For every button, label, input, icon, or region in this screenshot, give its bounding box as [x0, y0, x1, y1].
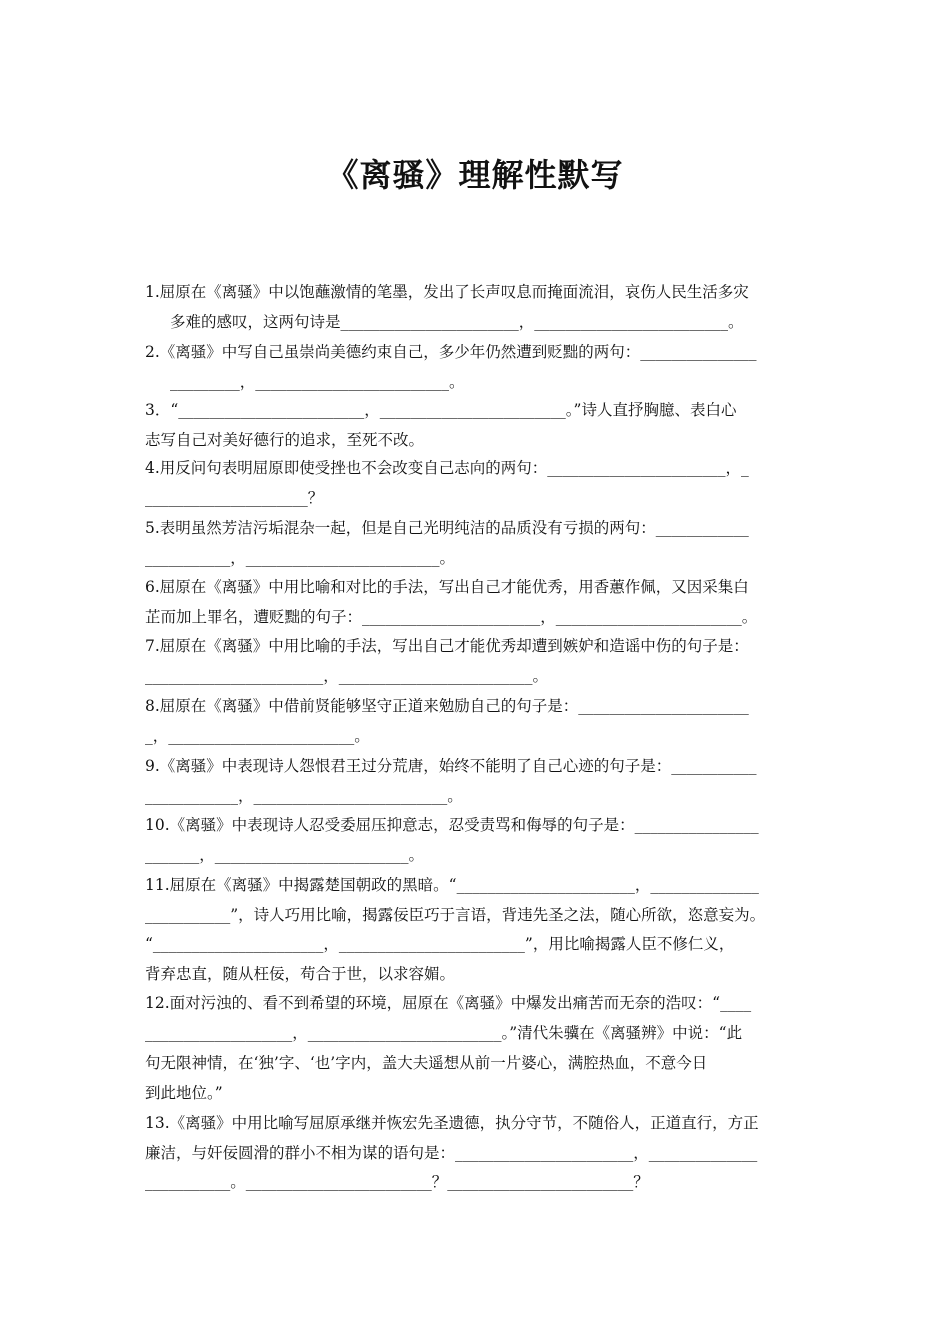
- q11-line-1: 11.屈原在《离骚》中揭露楚国朝政的黑暗。“_______________________，______________: [145, 876, 759, 894]
- page-title: 《离骚》理解性默写: [326, 156, 624, 194]
- q12-line-4: 到此地位。”: [145, 1084, 223, 1102]
- q6-line-2: 芷而加上罪名，遭贬黜的句子：_______________________，________________________。: [145, 608, 758, 626]
- q10-line-1: 10.《离骚》中表现诗人忍受委屈压抑意志，忍受责骂和侮辱的句子是：________________: [145, 816, 759, 834]
- q2-line-1: 2.《离骚》中写自己虽崇尚美德约束自己，多少年仍然遭到贬黜的两句：_______________: [145, 343, 757, 361]
- q13-line-2: 廉洁，与奸佞圆滑的群小不相为谋的语句是：_______________________，______________: [145, 1144, 758, 1162]
- q3-line-2: 志写自己对美好德行的追求，至死不改。: [145, 431, 425, 449]
- q2-line-2: _________，_________________________。: [170, 373, 465, 391]
- q9-line-2: ____________，_________________________。: [145, 787, 463, 805]
- q12-line-1: 12.面对污浊的、看不到希望的环境，屈原在《离骚》中爆发出痛苦而无奈的浩叹：“____: [145, 994, 752, 1012]
- q11-line-3: “______________________，________________________”，用比喻揭露人臣不修仁义，: [145, 935, 735, 953]
- q8-line-2: _，________________________。: [145, 727, 370, 745]
- q4-line-2: _____________________？: [145, 489, 324, 507]
- q13-line-1: 13.《离骚》中用比喻写屈原承继并恢宏先圣遗德，执分守节，不随俗人，正道直行，方正: [145, 1114, 759, 1132]
- q5-line-2: ___________，_________________________。: [145, 549, 456, 567]
- q12-line-3: 句无限神情，在‘独’字、‘也’字内，盖大夫遥想从前一片婆心，满腔热血，不意今日: [145, 1054, 708, 1072]
- q13-line-3: ___________。________________________？________________________？: [145, 1173, 649, 1191]
- q7-line-1: 7.屈原在《离骚》中用比喻的手法，写出自己才能优秀却遭到嫉妒和造谣中伤的句子是：: [145, 637, 749, 655]
- q3-line-1: 3．“________________________，________________________。”诗人直抒胸臆、表白心: [145, 401, 737, 419]
- q4-line-1: 4.用反问句表明屈原即使受挫也不会改变自己志向的两句：_______________________，_: [145, 459, 749, 477]
- q8-line-1: 8.屈原在《离骚》中借前贤能够坚守正道来勉励自己的句子是：______________________: [145, 697, 749, 715]
- q1-line-1: 1.屈原在《离骚》中以饱蘸激情的笔墨，发出了长声叹息而掩面流泪，哀伤人民生活多灾: [145, 283, 749, 301]
- q7-line-2: _______________________，_________________________。: [145, 667, 549, 685]
- q1-line-2: 多难的感叹，这两句诗是_______________________，_________________________。: [170, 313, 744, 331]
- q5-line-1: 5.表明虽然芳洁污垢混杂一起，但是自己光明纯洁的品质没有亏损的两句：____________: [145, 519, 749, 537]
- q6-line-1: 6.屈原在《离骚》中用比喻和对比的手法，写出自己才能优秀，用香蕙作佩，又因采集白: [145, 578, 749, 596]
- q11-line-2: ___________”，诗人巧用比喻，揭露佞臣巧于言语，背违先圣之法，随心所欲，恣意妄为。: [145, 906, 766, 924]
- q11-line-4: 背弃忠直，随从枉佞，苟合于世，以求容媚。: [145, 965, 456, 983]
- q10-line-2: _______，_________________________。: [145, 846, 425, 864]
- q12-line-2: ___________________，_________________________。”清代朱骥在《离骚辨》中说：“此: [145, 1024, 743, 1042]
- q9-line-1: 9.《离骚》中表现诗人怨恨君王过分荒唐，始终不能明了自己心迹的句子是：___________: [145, 757, 757, 775]
